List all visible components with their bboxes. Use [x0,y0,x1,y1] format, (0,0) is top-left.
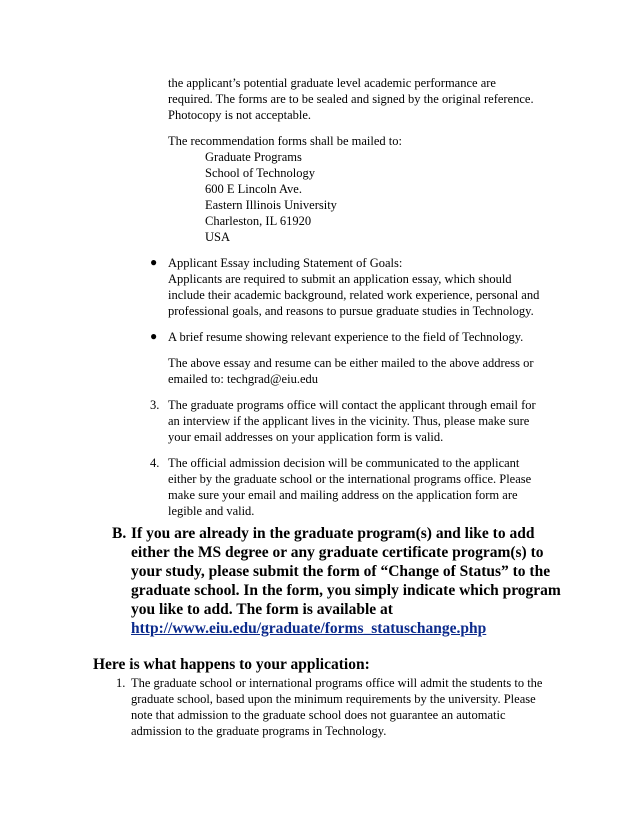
section-b-line: you like to add. The form is available at [131,601,393,618]
address-line: Eastern Illinois University [205,198,337,212]
step-line: The official admission decision will be communicated to the applicant [168,456,520,470]
paragraph-line: required. The forms are to be sealed and signed by the original reference. [168,92,534,106]
address-line: School of Technology [205,166,315,180]
bullet-icon: ● [150,329,158,343]
step-line: The graduate programs office will contact the applicant through email for [168,398,536,412]
section-b-line: graduate school. In the form, you simply indicate which program [131,582,561,599]
essay-line: professional goals, and reasons to pursue graduate studies in Technology. [168,304,534,318]
essay-title: Applicant Essay including Statement of Goals: [168,256,403,270]
address-line: Graduate Programs [205,150,302,164]
step-line: either by the graduate school or the international programs office. Please [168,472,532,486]
step-number: 4. [150,456,160,470]
status-change-link[interactable]: http://www.eiu.edu/graduate/forms_statuschange.php [131,620,487,637]
paragraph-line: Photocopy is not acceptable. [168,108,312,122]
address-line: 600 E Lincoln Ave. [205,182,302,196]
section-heading: Here is what happens to your application: [93,656,370,673]
paragraph-line: the applicant’s potential graduate level academic performance are [168,76,496,90]
essay-line: include their academic background, related work experience, personal and [168,288,540,302]
section-b-line: If you are already in the graduate program(s) and like to add [131,525,535,542]
step-number: 3. [150,398,160,412]
essay-line: Applicants are required to submit an application essay, which should [168,272,512,286]
mail-note-line: The above essay and resume can be either mailed to the above address or [168,356,534,370]
bullet-icon: ● [150,255,158,269]
step-line: an interview if the applicant lives in the vicinity. Thus, please make sure [168,414,530,428]
step-number: 1. [116,676,126,690]
step-line: graduate school, based upon the minimum requirements by the university. Please [131,692,536,706]
step-line: make sure your email and mailing address on the application form are [168,488,518,502]
mail-intro: The recommendation forms shall be mailed to: [168,134,402,148]
address-line: Charleston, IL 61920 [205,214,312,228]
section-b-label: B. [112,525,127,542]
mail-note-line: emailed to: techgrad@eiu.edu [168,372,318,386]
step-line: admission to the graduate programs in Technology. [131,724,387,738]
step-line: note that admission to the graduate school does not guarantee an automatic [131,708,506,722]
section-b-line: either the MS degree or any graduate certificate program(s) to [131,544,544,561]
step-line: your email addresses on your application form is valid. [168,430,444,444]
section-b-line: your study, please submit the form of “Change of Status” to the [131,563,551,580]
resume-line: A brief resume showing relevant experience to the field of Technology. [168,330,524,344]
address-line: USA [205,230,231,244]
step-line: The graduate school or international programs office will admit the students to the [131,676,543,690]
step-line: legible and valid. [168,504,255,518]
